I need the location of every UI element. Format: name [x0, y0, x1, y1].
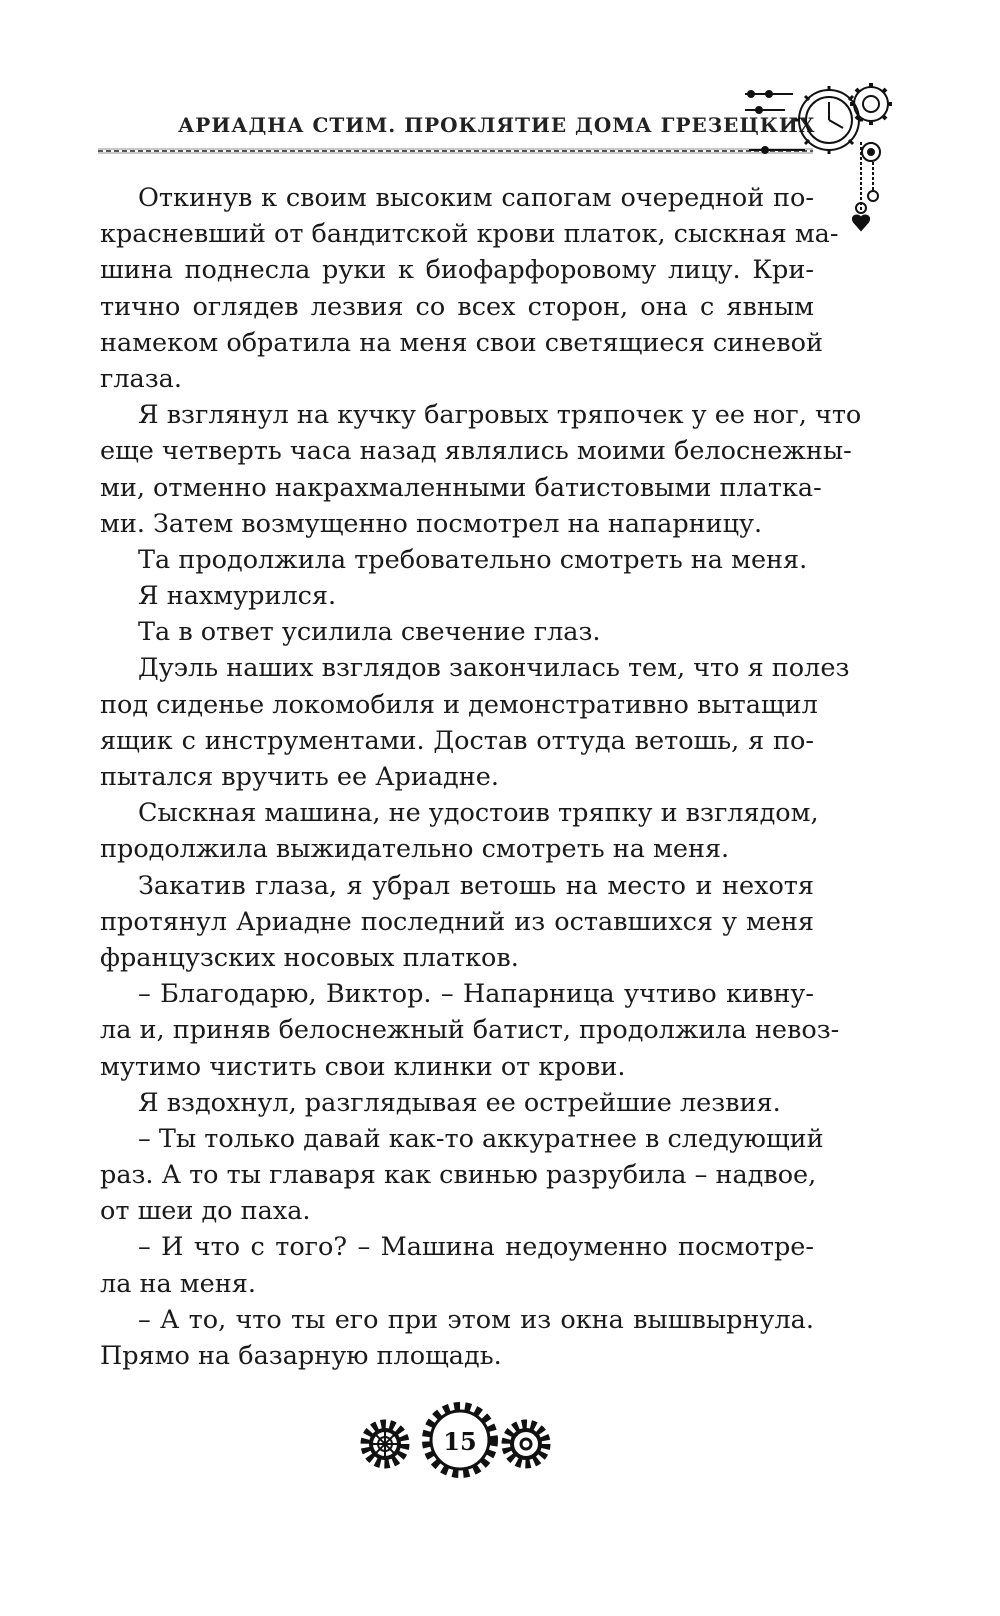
text-line: Та в ответ усилила свечение глаз.	[138, 617, 601, 648]
text-line: Закатив глаза, я убрал ветошь на место и нехотя	[138, 870, 814, 901]
text-line: раз. А то ты главаря как свинью разрубила – надвое,	[100, 1160, 817, 1191]
text-line: от шеи до паха.	[100, 1196, 311, 1227]
body-text	[100, 180, 862, 1374]
text-line: Откинув к своим высоким сапогам очередной по-	[138, 183, 814, 213]
text-line: Дуэль наших взглядов закончилась тем, что я полез	[138, 653, 850, 684]
text-line: ящик с инструментами. Достав оттуда ветошь, я по-	[100, 725, 814, 756]
text-line: ми. Затем возмущенно посмотрел на напарницу.	[100, 508, 763, 539]
text-line: – Ты только давай как-то аккуратнее в следующий	[138, 1123, 824, 1154]
text-line: красневший от бандитской крови платок, сыскная ма-	[100, 219, 839, 250]
text-line: Сыскная машина, не удостоив тряпку и взглядом,	[138, 798, 819, 829]
text-line: – Благодарю, Виктор. – Напарница учтиво кивну-	[138, 979, 814, 1010]
text-line: пытался вручить ее Ариадне.	[100, 762, 499, 792]
text-line: Та продолжила требовательно смотреть на меня.	[138, 544, 808, 575]
text-line: – А то, что ты его при этом из окна вышвырнула.	[138, 1304, 814, 1335]
page-number: 15	[443, 1427, 477, 1456]
text-line: ла на меня.	[100, 1268, 256, 1299]
text-line: шина поднесла руки к биофарфоровому лицу. Кри-	[100, 255, 814, 286]
text-line: под сиденье локомобиля и демонстративно вытащил	[100, 689, 818, 720]
text-line: ла и, приняв белоснежный батист, продолжила невоз-	[100, 1015, 840, 1046]
page-footer	[340, 1402, 580, 1482]
text-line: ми, отменно накрахмаленными батистовыми платка-	[100, 472, 822, 503]
text-line: Я нахмурился.	[138, 581, 337, 612]
text-line: еще четверть часа назад являлись моими белоснежны-	[100, 436, 852, 467]
text-line: Я взглянул на кучку багровых тряпочек у ее ног, что	[138, 400, 862, 431]
text-line: Я вздохнул, разглядывая ее острейшие лезвия.	[138, 1087, 781, 1118]
text-line: – И что с того? – Машина недоуменно посмотре-	[138, 1232, 814, 1263]
text-line: мутимо чистить свои клинки от крови.	[100, 1051, 626, 1082]
text-line: французских носовых платков.	[100, 942, 519, 973]
text-line: протянул Ариадне последний из оставшихся у меня	[100, 906, 814, 937]
text-line: глаза.	[100, 363, 182, 394]
text-line: тично оглядев лезвия со всех сторон, она с явным	[100, 291, 814, 322]
text-line: Прямо на базарную площадь.	[100, 1341, 502, 1371]
text-line: намеком обратила на меня свои светящиеся синевой	[100, 327, 823, 358]
text-line: продолжила выжидательно смотреть на меня.	[100, 834, 730, 865]
header-chain-rule	[98, 147, 813, 155]
running-head: АРИАДНА СТИМ. ПРОКЛЯТИЕ ДОМА ГРЕЗЕЦКИХ	[178, 113, 816, 137]
